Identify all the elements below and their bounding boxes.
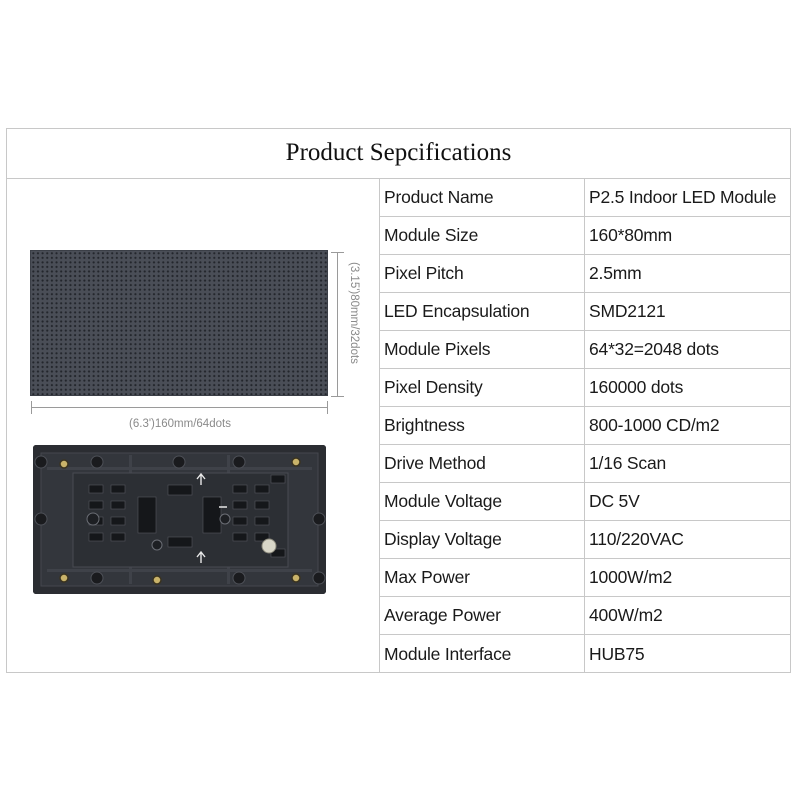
spec-name-cell: Module Pixels	[380, 331, 585, 368]
spec-name-cell: Product Name	[380, 179, 585, 216]
table-row	[380, 217, 791, 255]
height-dimension-tick-bottom	[331, 396, 344, 397]
led-module-back-image	[33, 445, 326, 594]
table-row	[380, 331, 791, 369]
spec-value-cell: 1000W/m2	[589, 567, 673, 587]
table-row	[380, 255, 791, 293]
table-row	[380, 407, 791, 445]
table-row	[380, 597, 791, 635]
table-row	[380, 369, 791, 407]
height-dimension-tick-top	[331, 252, 344, 253]
spec-name-cell: Max Power	[380, 559, 585, 596]
spec-name-cell: Pixel Density	[380, 369, 585, 406]
spec-name-cell: Module Voltage	[380, 483, 585, 520]
height-dimension-label: (3.15')80mm/32dots	[348, 262, 360, 364]
spec-value-cell: 2.5mm	[589, 263, 642, 283]
table-row	[380, 445, 791, 483]
spec-name-cell: LED Encapsulation	[380, 293, 585, 330]
width-dimension-label: (6.3')160mm/64dots	[129, 418, 231, 430]
table-row	[380, 559, 791, 597]
spec-value-cell: 800-1000 CD/m2	[589, 415, 720, 435]
spec-table	[380, 179, 791, 673]
spec-name-cell: Module Interface	[380, 635, 585, 673]
height-dimension-line	[337, 252, 338, 396]
table-row	[380, 521, 791, 559]
page-title: Product Sepcifications	[6, 128, 791, 179]
table-row	[380, 293, 791, 331]
spec-value-cell: 64*32=2048 dots	[589, 339, 719, 359]
width-dimension-line	[31, 407, 328, 408]
width-dimension-tick-left	[31, 401, 32, 414]
spec-name-cell: Brightness	[380, 407, 585, 444]
spec-value-cell: P2.5 Indoor LED Module	[589, 187, 777, 207]
width-dimension-tick-right	[327, 401, 328, 414]
spec-name-cell: Pixel Pitch	[380, 255, 585, 292]
spec-name-cell: Display Voltage	[380, 521, 585, 558]
spec-value-cell: DC 5V	[589, 491, 640, 511]
table-row	[380, 179, 791, 217]
spec-value-cell: HUB75	[589, 643, 645, 664]
spec-value-cell: 160*80mm	[589, 225, 673, 245]
table-row	[380, 635, 791, 673]
led-module-front-image	[30, 250, 328, 396]
module-back-drawing	[33, 445, 326, 594]
spec-name-cell: Average Power	[380, 597, 585, 634]
table-row	[380, 483, 791, 521]
spec-name-cell: Module Size	[380, 217, 585, 254]
spec-value-cell: 160000 dots	[589, 377, 684, 397]
spec-value-cell: 110/220VAC	[589, 529, 684, 549]
spec-value-cell: 400W/m2	[589, 605, 663, 625]
spec-value-cell: SMD2121	[589, 301, 666, 321]
spec-value-cell: 1/16 Scan	[589, 453, 667, 473]
spec-name-cell: Drive Method	[380, 445, 585, 482]
